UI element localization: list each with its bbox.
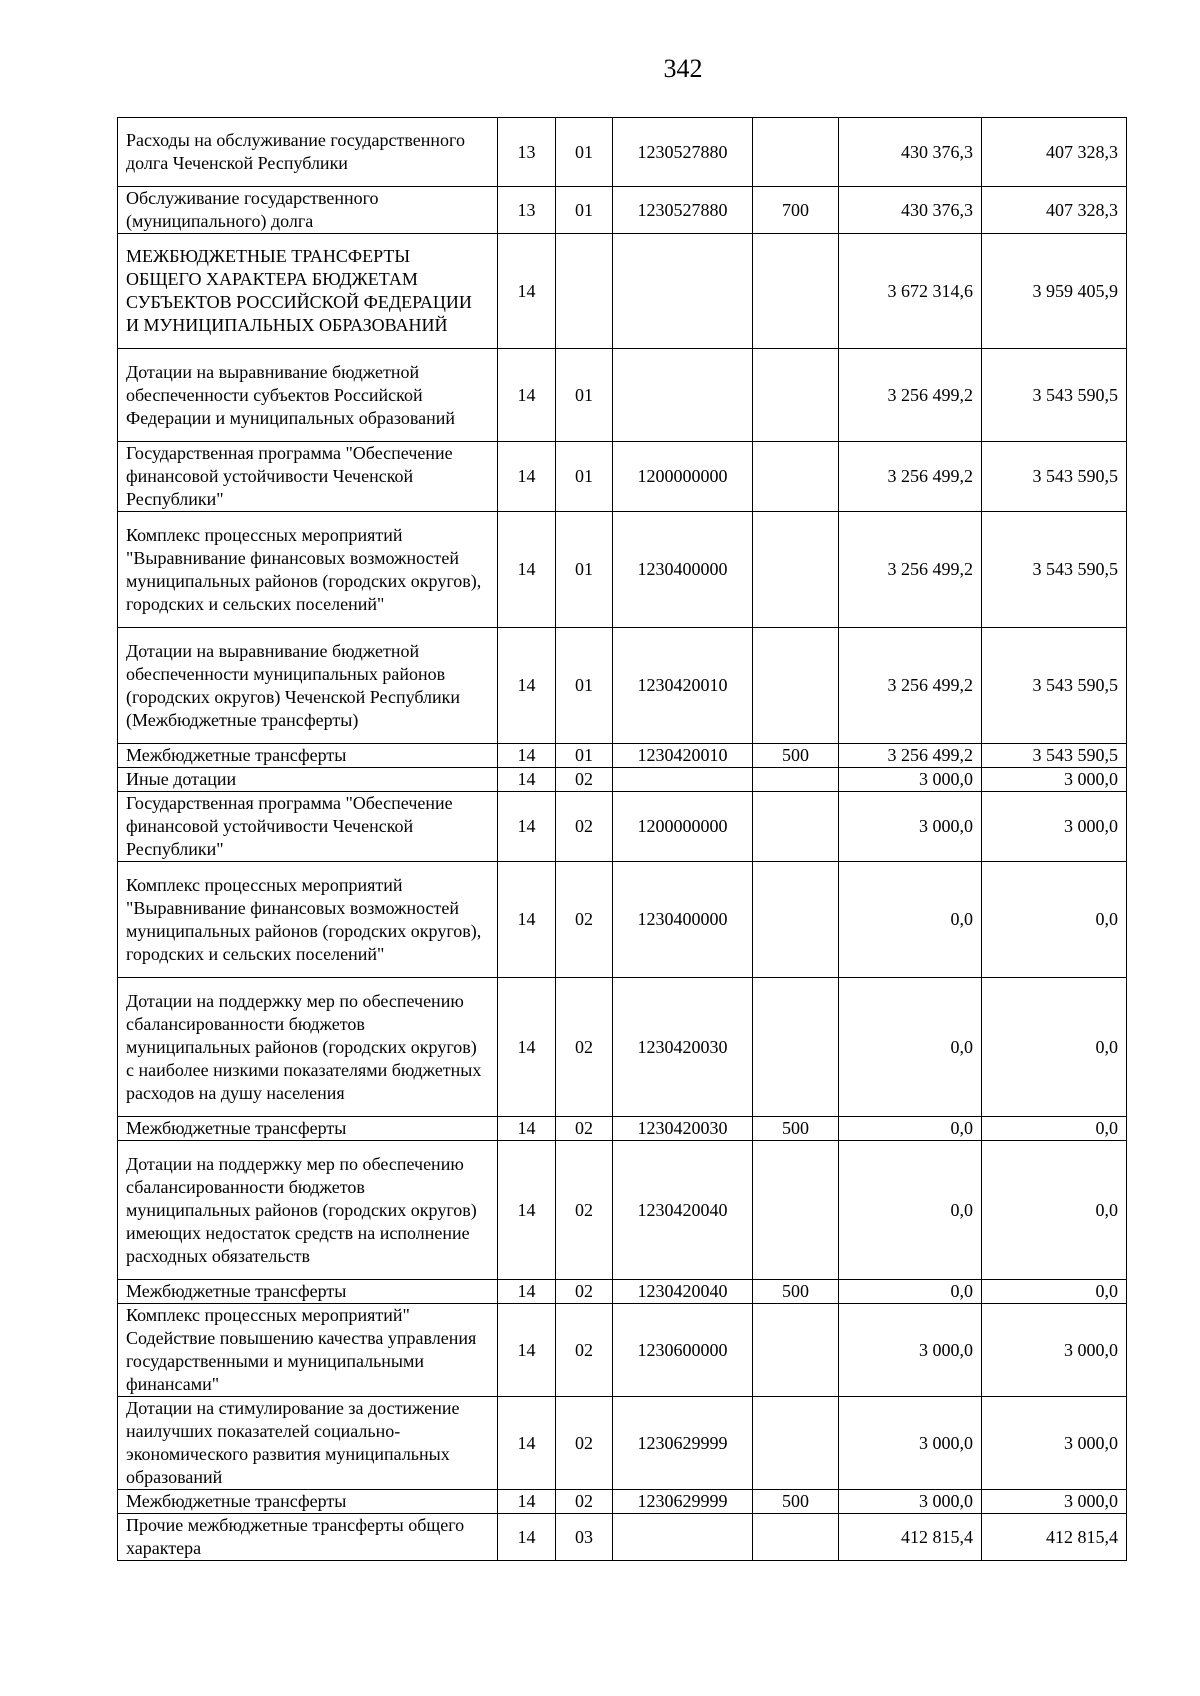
row-name-cell: Межбюджетные трансферты [118,1490,498,1514]
amount-1-cell: 0,0 [839,1141,982,1280]
expense-type-cell: 500 [753,744,839,768]
target-article-cell: 1230400000 [613,512,753,628]
subsection-code-cell: 02 [556,1304,613,1397]
expense-type-cell: 700 [753,187,839,234]
row-name-cell: Прочие межбюджетные трансферты общего характера [118,1514,498,1561]
row-name-cell: Межбюджетные трансферты [118,1280,498,1304]
amount-2-cell: 3 000,0 [982,1304,1127,1397]
subsection-code-cell: 02 [556,1490,613,1514]
amount-2-cell: 3 543 590,5 [982,628,1127,744]
subsection-code-cell: 01 [556,187,613,234]
table-row [118,234,1127,349]
target-article-cell: 1230420040 [613,1141,753,1280]
target-article-cell: 1230420040 [613,1280,753,1304]
amount-2-cell: 0,0 [982,1280,1127,1304]
amount-1-cell: 0,0 [839,978,982,1117]
amount-1-cell: 3 256 499,2 [839,744,982,768]
expense-type-cell: 500 [753,1490,839,1514]
row-name-cell: Иные дотации [118,768,498,792]
expense-type-cell [753,1304,839,1397]
table-row [118,744,1127,768]
row-name-cell: МЕЖБЮДЖЕТНЫЕ ТРАНСФЕРТЫ ОБЩЕГО ХАРАКТЕРА БЮДЖЕТАМ СУБЪЕКТОВ РОССИЙСКОЙ ФЕДЕРАЦИИ И МУНИЦИПАЛЬНЫХ ОБРАЗОВАНИЙ [118,234,498,349]
subsection-code-cell: 01 [556,442,613,512]
table-row [118,978,1127,1117]
section-code-cell: 14 [498,512,556,628]
amount-1-cell: 0,0 [839,1117,982,1141]
amount-2-cell: 3 000,0 [982,1490,1127,1514]
amount-1-cell: 430 376,3 [839,187,982,234]
section-code-cell: 14 [498,234,556,349]
amount-1-cell: 3 256 499,2 [839,512,982,628]
row-name-cell: Межбюджетные трансферты [118,1117,498,1141]
expense-type-cell [753,1514,839,1561]
amount-1-cell: 3 256 499,2 [839,349,982,442]
section-code-cell: 14 [498,792,556,862]
target-article-cell: 1230400000 [613,862,753,978]
section-code-cell: 14 [498,442,556,512]
table-row [118,1514,1127,1561]
amount-2-cell: 3 959 405,9 [982,234,1127,349]
amount-2-cell: 3 000,0 [982,1397,1127,1490]
section-code-cell: 14 [498,768,556,792]
amount-2-cell: 0,0 [982,862,1127,978]
row-name-cell: Межбюджетные трансферты [118,744,498,768]
target-article-cell: 1230527880 [613,118,753,187]
subsection-code-cell: 01 [556,744,613,768]
table-row [118,512,1127,628]
target-article-cell: 1200000000 [613,792,753,862]
amount-1-cell: 412 815,4 [839,1514,982,1561]
amount-1-cell: 3 000,0 [839,1490,982,1514]
page-number: 342 [663,54,703,83]
expense-type-cell [753,792,839,862]
subsection-code-cell: 02 [556,1141,613,1280]
target-article-cell: 1230420010 [613,628,753,744]
row-name-cell: Дотации на поддержку мер по обеспечению сбалансированности бюджетов муниципальных районов (городских округов) имеющих недостаток средств на исполнение расходных обязательств [118,1141,498,1280]
subsection-code-cell: 01 [556,512,613,628]
amount-1-cell: 3 256 499,2 [839,442,982,512]
row-name-cell: Государственная программа "Обеспечение финансовой устойчивости Чеченской Республики" [118,442,498,512]
section-code-cell: 14 [498,1397,556,1490]
target-article-cell [613,349,753,442]
section-code-cell: 14 [498,1304,556,1397]
target-article-cell: 1230420030 [613,1117,753,1141]
table-row [118,187,1127,234]
amount-2-cell: 3 543 590,5 [982,744,1127,768]
target-article-cell: 1230600000 [613,1304,753,1397]
target-article-cell: 1200000000 [613,442,753,512]
amount-2-cell: 3 543 590,5 [982,512,1127,628]
target-article-cell: 1230629999 [613,1490,753,1514]
row-name-cell: Расходы на обслуживание государственного долга Чеченской Республики [118,118,498,187]
target-article-cell [613,768,753,792]
expense-type-cell [753,442,839,512]
row-name-cell: Дотации на выравнивание бюджетной обеспеченности муниципальных районов (городских округов) Чеченской Республики (Межбюджетные трансферты) [118,628,498,744]
target-article-cell: 1230629999 [613,1397,753,1490]
subsection-code-cell: 02 [556,768,613,792]
row-name-cell: Комплекс процессных мероприятий" Содействие повышению качества управления государственными и муниципальными финансами" [118,1304,498,1397]
expense-type-cell: 500 [753,1117,839,1141]
amount-1-cell: 3 000,0 [839,768,982,792]
section-code-cell: 13 [498,187,556,234]
amount-2-cell: 0,0 [982,1141,1127,1280]
expense-type-cell [753,862,839,978]
amount-1-cell: 3 000,0 [839,1397,982,1490]
amount-1-cell: 3 256 499,2 [839,628,982,744]
table-body [118,118,1127,1561]
amount-2-cell: 0,0 [982,1117,1127,1141]
target-article-cell: 1230527880 [613,187,753,234]
expense-type-cell [753,118,839,187]
target-article-cell: 1230420030 [613,978,753,1117]
subsection-code-cell: 02 [556,1280,613,1304]
amount-1-cell: 430 376,3 [839,118,982,187]
section-code-cell: 14 [498,628,556,744]
amount-2-cell: 3 000,0 [982,792,1127,862]
table-row [118,118,1127,187]
table-row [118,1490,1127,1514]
table-row [118,862,1127,978]
section-code-cell: 14 [498,1141,556,1280]
table-row [118,1304,1127,1397]
expense-type-cell [753,349,839,442]
row-name-cell: Государственная программа "Обеспечение финансовой устойчивости Чеченской Республики" [118,792,498,862]
amount-2-cell: 0,0 [982,978,1127,1117]
row-name-cell: Дотации на поддержку мер по обеспечению сбалансированности бюджетов муниципальных районов (городских округов) с наиболее низкими показателями бюджетных расходов на душу населения [118,978,498,1117]
table-row [118,349,1127,442]
expense-type-cell [753,512,839,628]
table-row [118,628,1127,744]
table-row [118,1397,1127,1490]
expense-type-cell [753,1397,839,1490]
section-code-cell: 14 [498,349,556,442]
subsection-code-cell: 02 [556,1117,613,1141]
subsection-code-cell: 02 [556,792,613,862]
expense-type-cell [753,978,839,1117]
section-code-cell: 13 [498,118,556,187]
subsection-code-cell: 02 [556,978,613,1117]
section-code-cell: 14 [498,1117,556,1141]
table-row [118,792,1127,862]
subsection-code-cell: 02 [556,1397,613,1490]
budget-table [117,117,1127,1561]
amount-1-cell: 3 000,0 [839,792,982,862]
row-name-cell: Обслуживание государственного (муниципального) долга [118,187,498,234]
amount-2-cell: 407 328,3 [982,118,1127,187]
row-name-cell: Комплекс процессных мероприятий "Выравнивание финансовых возможностей муниципальных районов (городских округов), городских и сельских поселений" [118,512,498,628]
subsection-code-cell: 01 [556,628,613,744]
row-name-cell: Дотации на выравнивание бюджетной обеспеченности субъектов Российской Федерации и муниципальных образований [118,349,498,442]
table-row [118,1141,1127,1280]
table-row [118,768,1127,792]
amount-2-cell: 3 543 590,5 [982,442,1127,512]
amount-1-cell: 0,0 [839,862,982,978]
subsection-code-cell: 01 [556,118,613,187]
row-name-cell: Дотации на стимулирование за достижение наилучших показателей социально-экономического развития муниципальных образований [118,1397,498,1490]
section-code-cell: 14 [498,1280,556,1304]
amount-1-cell: 3 672 314,6 [839,234,982,349]
expense-type-cell [753,628,839,744]
expense-type-cell [753,1141,839,1280]
subsection-code-cell: 02 [556,862,613,978]
section-code-cell: 14 [498,978,556,1117]
subsection-code-cell: 01 [556,349,613,442]
amount-2-cell: 412 815,4 [982,1514,1127,1561]
subsection-code-cell [556,234,613,349]
amount-1-cell: 0,0 [839,1280,982,1304]
section-code-cell: 14 [498,1490,556,1514]
table-row [118,1117,1127,1141]
section-code-cell: 14 [498,1514,556,1561]
subsection-code-cell: 03 [556,1514,613,1561]
table-row [118,442,1127,512]
table-row [118,1280,1127,1304]
expense-type-cell: 500 [753,1280,839,1304]
row-name-cell: Комплекс процессных мероприятий "Выравнивание финансовых возможностей муниципальных районов (городских округов), городских и сельских поселений" [118,862,498,978]
amount-1-cell: 3 000,0 [839,1304,982,1397]
section-code-cell: 14 [498,744,556,768]
amount-2-cell: 3 543 590,5 [982,349,1127,442]
amount-2-cell: 407 328,3 [982,187,1127,234]
target-article-cell: 1230420010 [613,744,753,768]
expense-type-cell [753,234,839,349]
section-code-cell: 14 [498,862,556,978]
expense-type-cell [753,768,839,792]
target-article-cell [613,234,753,349]
target-article-cell [613,1514,753,1561]
amount-2-cell: 3 000,0 [982,768,1127,792]
